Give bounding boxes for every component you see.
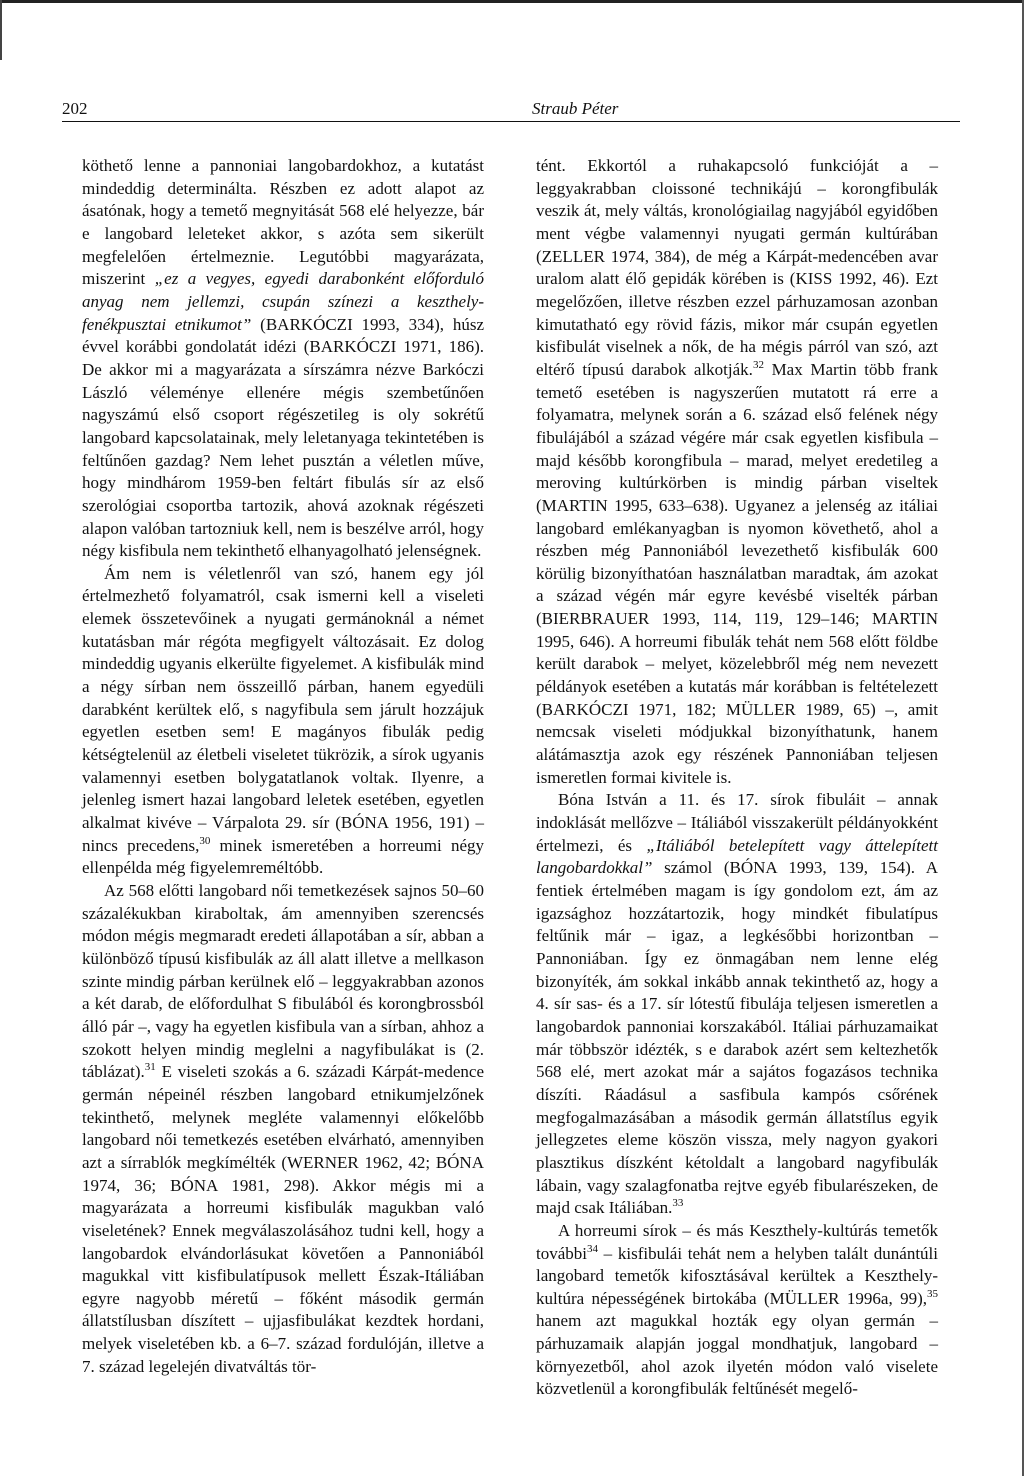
page-header xyxy=(62,99,960,122)
quotation: „Itáliából betelepített vagy áttelepített langobardokkal” xyxy=(536,835,938,878)
scan-border-left xyxy=(0,0,2,60)
paragraph: Az 568 előtti langobard női temetkezések sajnos 50–60 százalékukban kiraboltak, ám amennyiben szerencsés módon mégis megmaradt eredeti állapotában a sír, abban a különböző típusú kisfibulák az áll alatt illetve a mellkason szinte mindig párban kerülnek elő – leggyakrabban azonos a két darab, de előfordulhat S fibulából és korongbrossból álló pár –, vagy ha egyetlen kisfibula van a sírban, ahhoz a szokott helyen mindig meglelni a nagyfibulákat is (2. táblázat).$^{31}$ E viseleti szokás a 6. századi Kárpát-medence germán népeinél részben langobard etnikumjelzőnek tekinthető, melynek megléte valamennyi előkelőbb langobard női temetkezés esetében elvárható, amennyiben azt a sírrablók megkímélték (WERNER 1962, 42; BÓNA 1974, 36; BÓNA 1981, 298). Akkor mégis mi a magyarázata a horreumi kisfibulák magukban való viseletének? Ennek megválaszolásához tudni kell, hogy a langobardok elvándorlásukat követően a Pannoniából magukkal vitt kisfibulatípusok mellett Észak-Itáliában egyre nagyobb méretű – főként második germán állatstílusban díszített – ujjasfibulákat kezdtek hordani, melyek viseletében kb. a 6–7. század fordulóján, illetve a 7. század legelején divatváltás tör- xyxy=(82,881,484,1376)
footnote-marker: 33 xyxy=(672,1197,684,1210)
running-head-author: Straub Péter xyxy=(532,99,619,118)
paragraph: tént. Ekkortól a ruhakapcsoló funkcióját a – leggyakrabban cloissoné technikájú – korongfibulák veszik át, mely váltás, kronológiailag nagyjából egyidőben ment végbe valamennyi nyugati germán kultúrában (ZELLER 1974, 384), de még a Kárpát-medencében avar uralom alatt élő gepidák körében is (KISS 1992, 46). Ezt megelőzően, illetve részben ezzel párhuzamosan azonban kimutatható egy rövid fázis, mikor már csupán egyetlen kisfibulát viselnek a nők, de ha mégis párról van szó, azt eltérő típusú darabok alkotják.$^{32}$ Max Martin több frank temető esetében is nagyszerűen mutatott rá erre a folyamatra, melynek során a 6. század első felének négy fibulájából a század végére már csak egyetlen kisfibula – majd később korongfibula – marad, melyet eredetileg a meroving kultúrkörben is mindig párban viseltek (MARTIN 1995, 633–638). Ugyanez a jelenség az itáliai langobard emlékanyagban is nyomon követhető, ahol a részben még Pannoniából levezethető kisfibulák 600 körülig bizonyíthatóan használatban maradtak, ám azokat a század végén már egyre kevésbé viselték párban (BIERBRAUER 1993, 114, 119, 129–146; MARTIN 1995, 646). A horreumi fibulák tehát nem 568 előtt földbe került darabok – melyet, közelebbről még nem nevezett példányok esetében a kutatás már korábban is feltételezett (BARKÓCZI 1971, 182; MÜLLER 1989, 65) –, amit nemcsak viseleti módjukkal bizonyíthatunk, hanem alátámasztja azok egy részének Pannoniában teljesen ismeretlen formai kivitele is. xyxy=(536,156,938,787)
footnote-marker: 32 xyxy=(752,358,764,371)
footnote-marker: 31 xyxy=(144,1061,156,1074)
footnote-marker: 30 xyxy=(199,834,211,847)
left-text-column xyxy=(82,155,484,1378)
scan-border-top xyxy=(0,0,1024,3)
paragraph: A horreumi sírok – és más Keszthely-kultúrás temetők további$^{34}$ – kisfibulái tehát nem a helyben talált dunántúli langobard temetők kifosztásával kerültek a Keszthely-kultúra népességének birtokába (MÜLLER 1996a, 99),$^{35}$ hanem azt magukkal hozták egy olyan germán – párhuzamaik alapján joggal mondhatjuk, langobard – környezetből, ahol azok ilyetén módon való viselete közvetlenül a korongfibulák feltűnését megelő- xyxy=(536,1220,938,1399)
page-number: 202 xyxy=(62,99,88,118)
footnote-marker: 35 xyxy=(927,1287,938,1300)
right-text-column xyxy=(536,155,938,1401)
paragraph: Bóna István a 11. és 17. sírok fibuláit – annak indoklását mellőzve – Itáliából visszakerült példányokként értelmezi, és „Itáliából betelepített vagy áttelepített langobardokkal” számol (BÓNA 1993, 139, 154). A fentiek értelmében magam is így gondolom ezt, ám az igazsághoz hozzátartozik, hogy mindkét fibulatípus feltűnik már – igaz, a legkésőbbi horizontban – Pannoniában. Így ez önmagában nem lenne elég bizonyíték, ám sokkal inkább annak tekinthető az, hogy a 4. sír sas- és a 17. sír lótestű fibulája teljesen ismeretlen a langobardok pannoniai korszakából. Itáliai párhuzamaikat már többször idézték, s e darabok azért sem keltezhetők 568 elé, mert azokat már a sajátos fogazásos technika díszíti. Ráadásul a sasfibula kampós csőrének megfogalmazásában a második germán állatstílus egyik jellegzetes eleme köszön vissza, mely nagyon gyakori plasztikus díszként kétoldalt a langobard nagyfibulák lábain, vagy szalagfonatba rejtve egyéb fibularészeken, de majd csak Itáliában.$^{33}$ xyxy=(536,790,938,1218)
paragraph: Ám nem is véletlenről van szó, hanem egy jól értelmezhető folyamatról, csak ismerni kell a viseleti elemek összetevőinek a nyugati germánoknál a német kutatásban már régóta megfigyelt változásait. Ez dolog mindeddig ugyanis elkerülte figyelemet. A kisfibulák mind a négy sírban nem összeillő párban, hanem egyedüli darabként kerültek elő, s nagyfibula sem járult hozzájuk egyetlen esetben sem! E magányos fibulák pedig kétségtelenül az életbeli viseletet tükrözik, a sírok ugyanis valamennyi esetben bolygatatlanok voltak. Ilyenre, a jelenleg ismert hazai langobard leletek esetében, egyetlen alkalmat kivéve – Várpalota 29. sír (BÓNA 1956, 191) – nincs precedens,$^{30}$ minek ismeretében a horreumi négy ellenpélda még figyelemreméltóbb. xyxy=(82,563,484,878)
quotation: „ez a vegyes, egyedi darabonként előforduló anyag nem jellemzi, csupán színezi a keszthely-fenékpusztai etnikumot” xyxy=(82,269,485,334)
footnote-marker: 34 xyxy=(587,1242,598,1255)
paragraph: köthető lenne a pannoniai langobardokhoz, a kutatást mindeddig determinálta. Részben ez adott alapot az ásatónak, hogy a temető megnyitását 568 elé helyezze, bár e langobard leleteket akkor, s azóta sem sikerült megfelelően értelmeznie. Legutóbbi magyarázata, miszerint „ez a vegyes, egyedi darabonként előforduló anyag nem jellemzi, csupán színezi a keszthely-fenékpusztai etnikumot” (BARKÓCZI 1993, 334), húsz évvel korábbi gondolatát idézi (BARKÓCZI 1971, 186). De akkor mi a magyarázata a sírszámra nézve Barkóczi László véleménye ellenére mégis szembetűnően nagyszámú első csoport régészetileg is oly sokrétű langobard kapcsolatainak, mely leletanyaga tekintetében is feltűnően gazdag? Nem lehet pusztán a véletlen műve, hogy mindhárom 1959-ben feltárt fibulás sír az első szerológiai csoportba tartozik, ahová azoknak régészeti alapon valóban tartozniuk kell, nem is beszélve arról, hogy négy kisfibula nem tekinthető elhanyagolható jelenségnek. xyxy=(82,156,485,561)
